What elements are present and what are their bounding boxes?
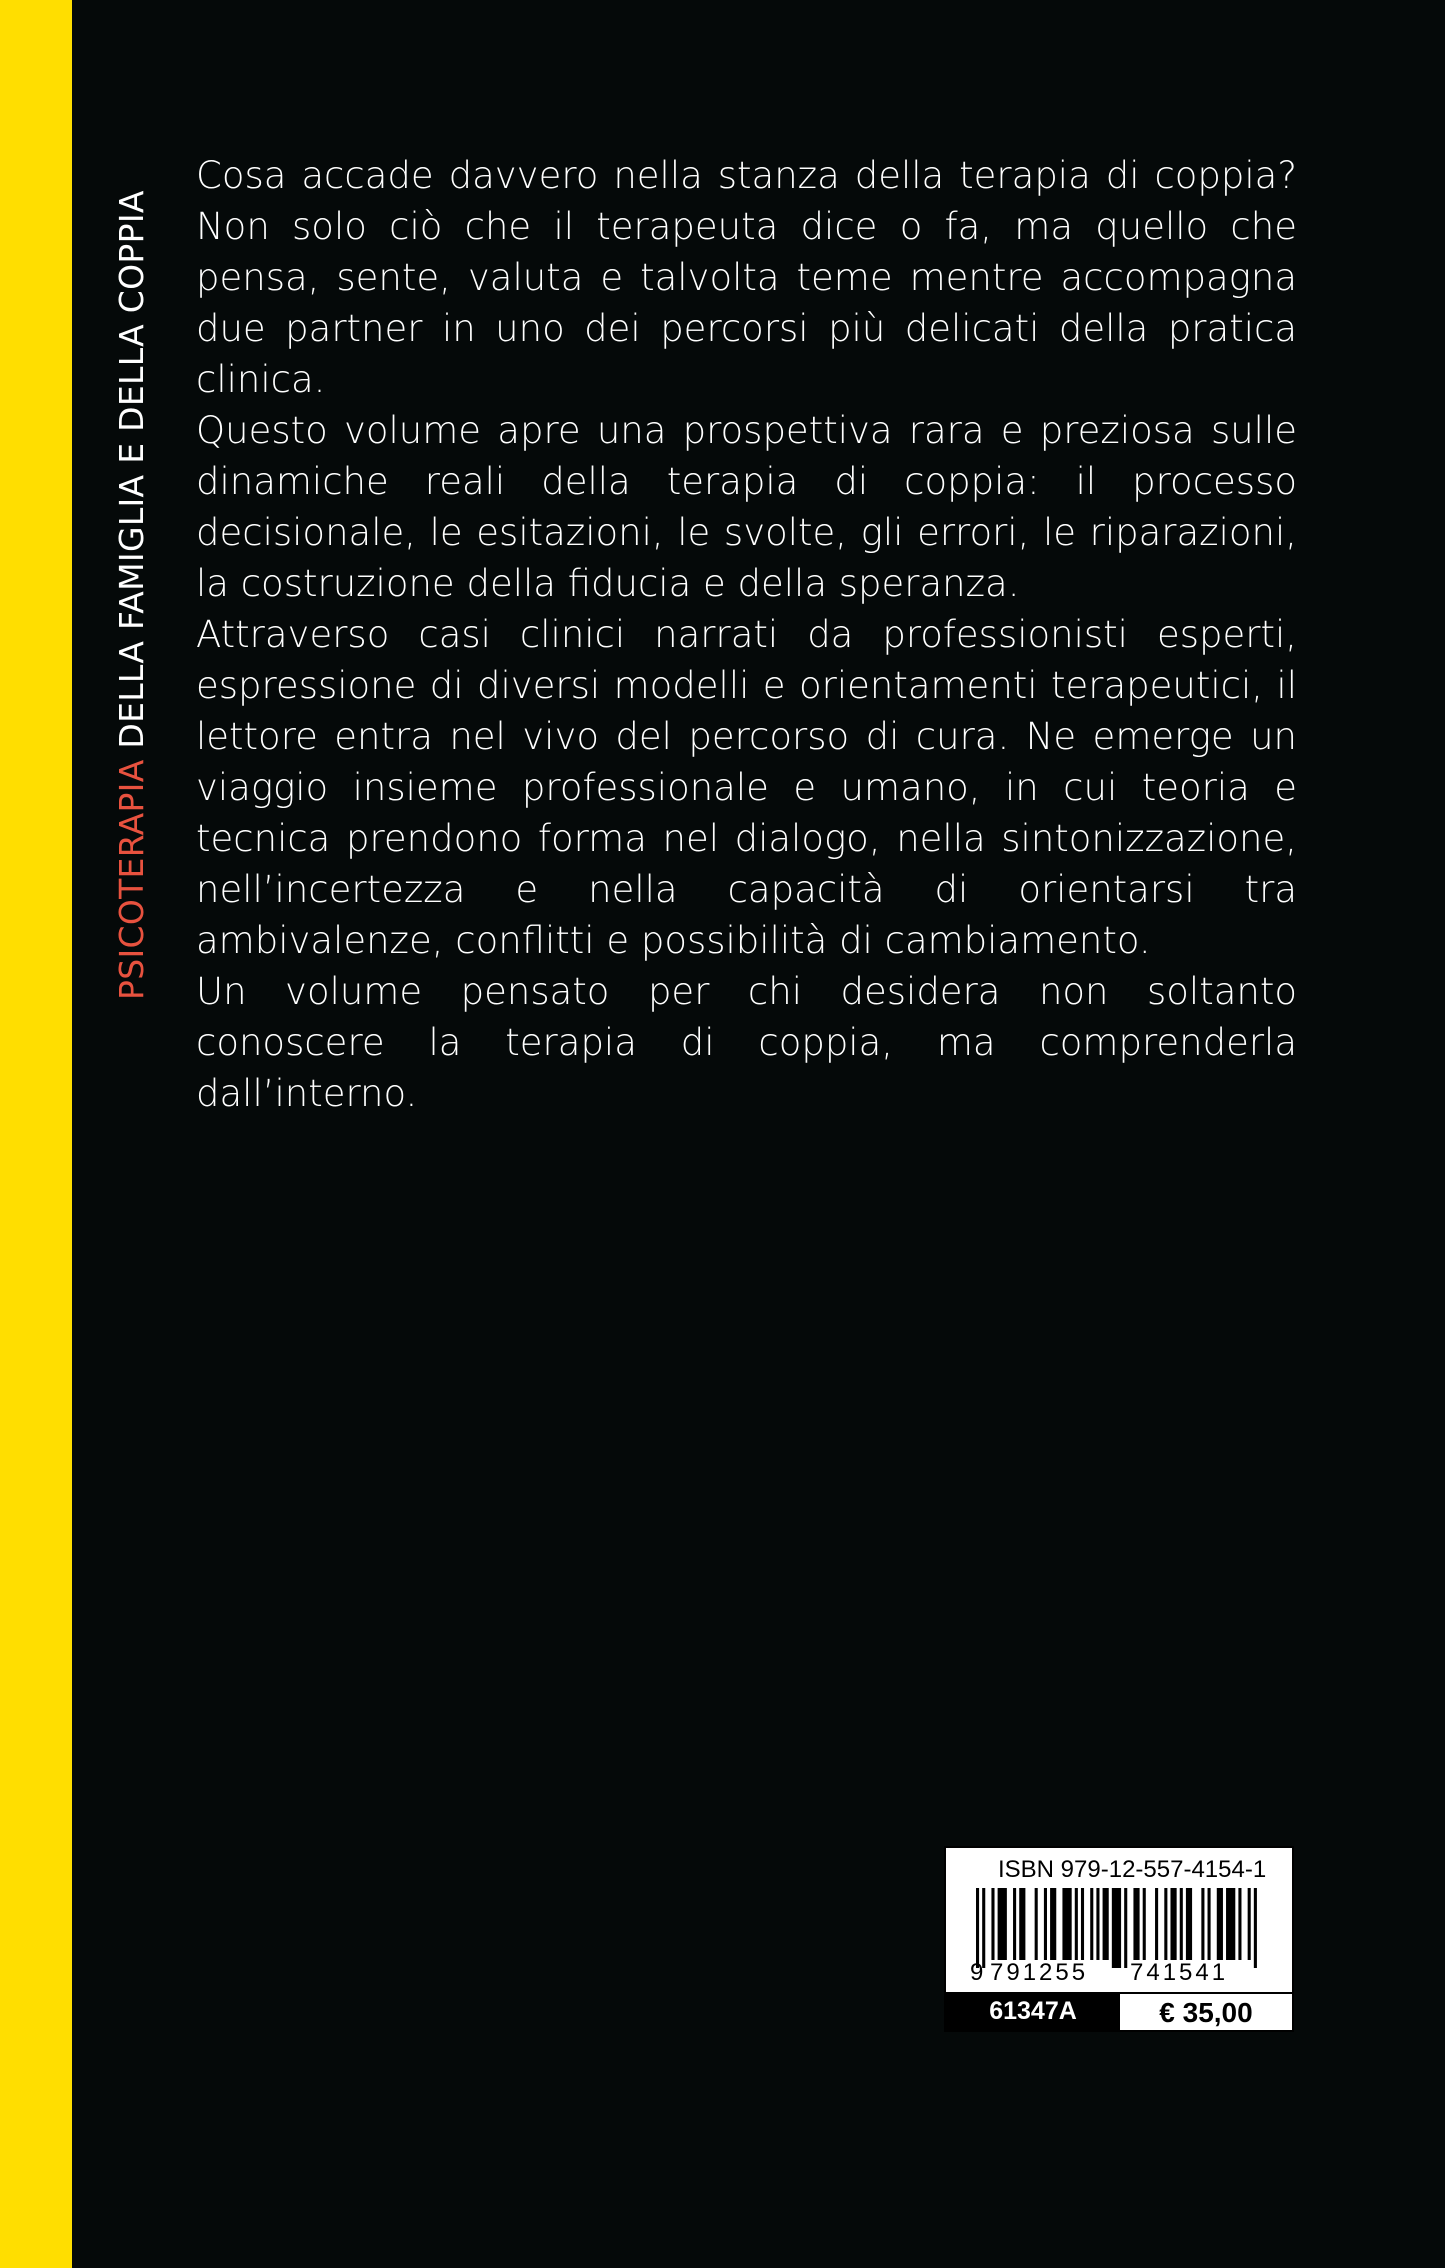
barcode-digits-right: 741541: [1130, 1959, 1229, 1986]
isbn-text: ISBN 979-12-557-4154-1: [998, 1856, 1267, 1883]
barcode-bar: [1044, 1888, 1047, 1960]
barcode-bar: [1143, 1888, 1146, 1960]
barcode-bars: [976, 1888, 1260, 1968]
barcode-bar: [976, 1888, 979, 1968]
barcode-bar: [1075, 1888, 1078, 1960]
barcode-bar: [1062, 1888, 1071, 1960]
blurb-paragraph-4: Un volume pensato per chi desidera non soltanto conoscere la terapia di coppia, ma comprenderla dall’interno.: [196, 970, 1297, 1115]
barcode-bar: [1170, 1888, 1176, 1960]
barcode-bar: [1019, 1888, 1025, 1960]
barcode-bar: [998, 1888, 1007, 1960]
barcode-bar: [1081, 1888, 1084, 1960]
barcode-bar: [1238, 1888, 1241, 1960]
barcode-digits-left: 791255: [990, 1959, 1089, 1986]
barcode-bar: [991, 1888, 994, 1960]
barcode-bar: [1248, 1888, 1251, 1960]
barcode-bar: [1186, 1888, 1192, 1960]
barcode-label: [944, 1846, 1294, 2032]
barcode-bar: [1201, 1888, 1204, 1960]
barcode-bar: [1096, 1888, 1099, 1960]
barcode-bar: [1050, 1888, 1056, 1960]
barcode-bar: [1208, 1888, 1211, 1960]
blurb-paragraph-3: Attraverso casi clinici narrati da professionisti esperti, espressione di diversi modelli e orientamenti terapeutici, il lettore entra nel vivo del percorso di cura. Ne emerge un viaggio insieme professionale e umano, in cui teoria e tecnica prendono forma nel dialogo, nella sintonizzazione, nell’incertezza e nella capacità di orientarsi tra ambivalenze, conflitti e possibilità di cambiamento.: [196, 613, 1297, 962]
barcode-bar: [982, 1888, 985, 1968]
barcode-bar: [1217, 1888, 1223, 1960]
price: € 35,00: [1120, 1992, 1292, 2030]
barcode-bar: [1112, 1888, 1121, 1968]
series-title-accent: PSICOTERAPIA: [112, 759, 151, 1000]
barcode-bar: [1254, 1888, 1257, 1968]
barcode-bottom-row: [946, 1992, 1292, 2030]
series-title: [112, 190, 152, 1000]
barcode-bar: [1035, 1888, 1038, 1960]
barcode-bar: [1124, 1888, 1127, 1968]
blurb-paragraph-2: Questo volume apre una prospettiva rara e preziosa sulle dinamiche reali della terapia di coppia: il processo decisionale, le esitazioni, le svolte, gli errori, le riparazioni, la costruzione della fiducia e della speranza.: [196, 409, 1297, 605]
barcode-digit-first: 9: [970, 1959, 987, 1986]
yellow-spine-band: [0, 0, 72, 2268]
barcode-bar: [1103, 1888, 1109, 1960]
barcode-bar: [1133, 1888, 1139, 1960]
barcode-bar: [1013, 1888, 1016, 1960]
barcode-bar: [1090, 1888, 1093, 1960]
barcode-bar: [1164, 1888, 1167, 1960]
blurb-paragraph-1: Cosa accade davvero nella stanza della terapia di coppia? Non solo ciò che il terapeuta dice o fa, ma quello che pensa, sente, valuta e talvolta teme mentre accompagna due partner in uno dei percorsi più delicati della pratica clinica.: [196, 154, 1297, 401]
back-cover-blurb: [196, 150, 1297, 1119]
barcode-bar: [1180, 1888, 1183, 1960]
series-title-rest: DELLA FAMIGLIA E DELLA COPPIA: [112, 190, 151, 760]
product-code: 61347A: [946, 1992, 1120, 2030]
barcode-bar: [1155, 1888, 1158, 1960]
barcode-bar: [1226, 1888, 1235, 1960]
